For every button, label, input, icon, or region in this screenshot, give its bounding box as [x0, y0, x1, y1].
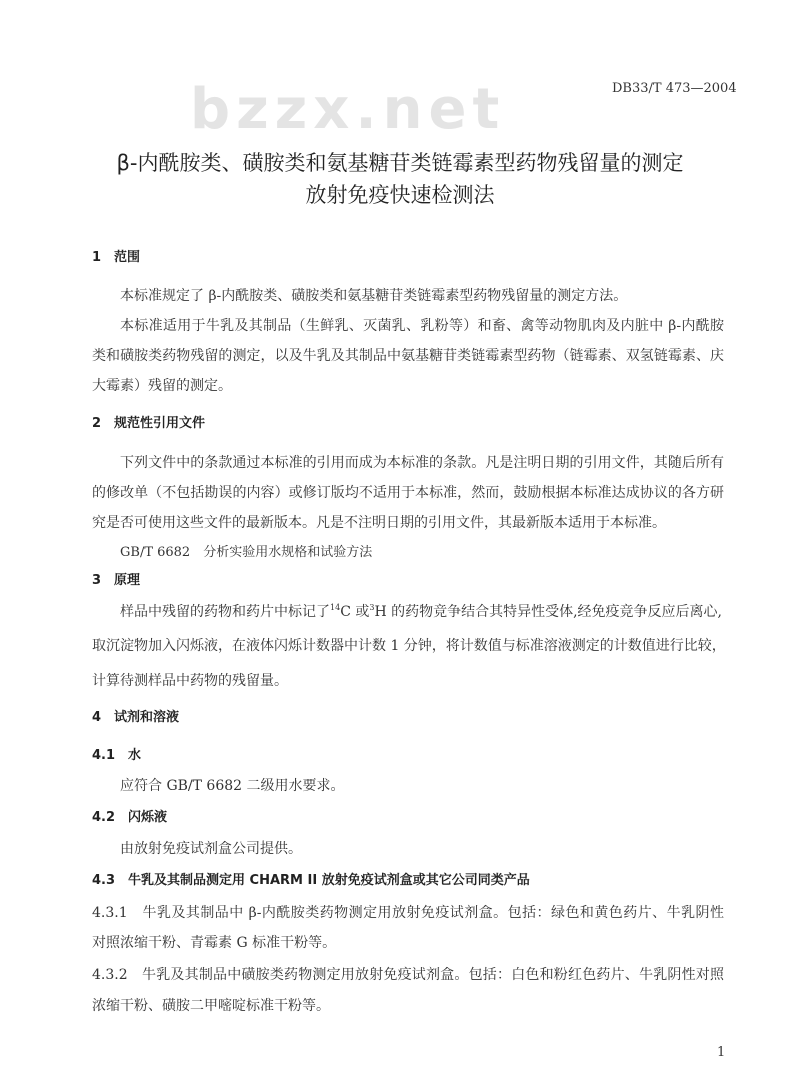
title-line-1: β-内酰胺类、磺胺类和氨基糖苷类链霉素型药物残留量的测定 — [116, 151, 684, 175]
paragraph-line: 大霉素）残留的测定。 — [92, 378, 232, 394]
paragraph-line: 本标准适用于牛乳及其制品（生鲜乳、灭菌乳、乳粉等）和畜、禽等动物肌肉及内脏中 β-内酰胺 — [120, 318, 724, 334]
section-2-heading: 2 规范性引用文件 — [92, 416, 206, 431]
title-line-2: 放射免疫快速检测法 — [305, 183, 495, 207]
paragraph-line: 浓缩干粉、磺胺二甲嘧啶标准干粉等。 — [92, 998, 330, 1014]
paragraph-line: 究是否可使用这些文件的最新版本。凡是不注明日期的引用文件，其最新版本适用于本标准。 — [92, 515, 666, 531]
paragraph-line: 的修改单（不包括勘误的内容）或修订版均不适用于本标准，然而，鼓励根据本标准达成协议的各方研 — [92, 485, 724, 501]
page-number: 1 — [717, 1045, 726, 1060]
section-3-heading: 3 原理 — [92, 573, 141, 588]
watermark: bzzx.net — [190, 77, 506, 142]
paragraph-line: 下列文件中的条款通过本标准的引用而成为本标准的条款。凡是注明日期的引用文件，其随后所有 — [120, 455, 724, 471]
section-1-heading: 1 范围 — [92, 250, 141, 265]
paragraph-line: 应符合 GB/T 6682 二级用水要求。 — [120, 778, 345, 794]
standard-code: DB33/T 473—2004 — [612, 81, 737, 96]
text: H 的药物竞争结合其特异性受体,经免疫竞争反应后离心, — [374, 604, 723, 620]
paragraph-line: 4.3.2 牛乳及其制品中磺胺类药物测定用放射免疫试剂盒。包括：白色和粉红色药片、牛乳阴性对照 — [92, 967, 724, 983]
section-4-3-heading: 4.3 牛乳及其制品测定用 CHARM II 放射免疫试剂盒或其它公司同类产品 — [92, 873, 530, 888]
section-4-1-heading: 4.1 水 — [92, 748, 142, 763]
paragraph-line: 本标准规定了 β-内酰胺类、磺胺类和氨基糖苷类链霉素型药物残留量的测定方法。 — [120, 288, 628, 304]
paragraph-line: 对照浓缩干粉、青霉素 G 标准干粉等。 — [92, 935, 337, 951]
paragraph-line: 计算待测样品中药物的残留量。 — [92, 673, 288, 689]
text: 样品中残留的药物和药片中标记了 — [120, 604, 330, 620]
paragraph-line — [120, 603, 722, 621]
paragraph-line: 由放射免疫试剂盒公司提供。 — [120, 841, 302, 857]
superscript: 14 — [330, 603, 341, 612]
superscript: 3 — [369, 603, 375, 612]
paragraph-line: 取沉淀物加入闪烁液，在液体闪烁计数器中计数 1 分钟，将计数值与标准溶液测定的计数值进行比较， — [92, 638, 726, 654]
paragraph-line: 类和磺胺类药物残留的测定，以及牛乳及其制品中氨基糖苷类链霉素型药物（链霉素、双氢链霉素、庆 — [92, 348, 724, 364]
reference-item: GB/T 6682 分析实验用水规格和试验方法 — [120, 545, 373, 560]
paragraph-line: 4.3.1 牛乳及其制品中 β-内酰胺类药物测定用放射免疫试剂盒。包括：绿色和黄色药片、牛乳阴性 — [92, 905, 724, 921]
section-4-heading: 4 试剂和溶液 — [92, 710, 180, 725]
section-4-2-heading: 4.2 闪烁液 — [92, 810, 168, 825]
text: C 或 — [340, 604, 370, 620]
